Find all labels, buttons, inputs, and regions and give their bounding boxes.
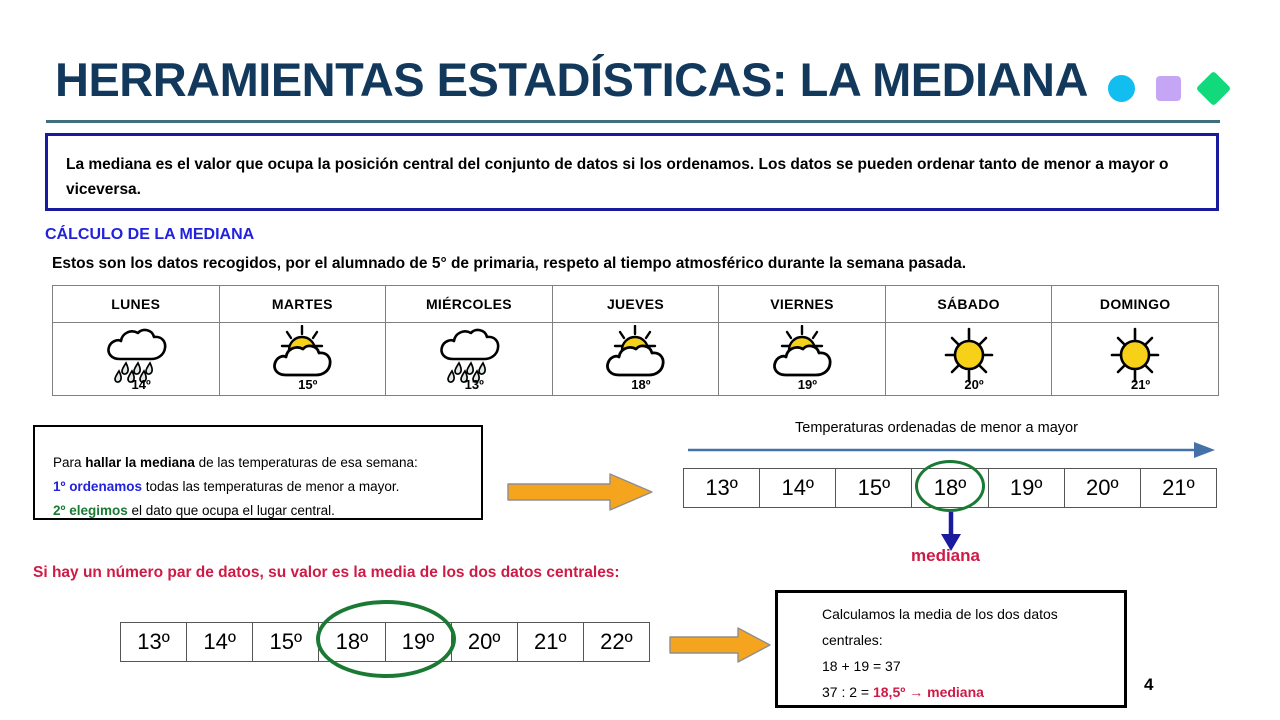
even-cell-4-central: 19º xyxy=(385,623,451,662)
median-label: mediana xyxy=(911,546,980,565)
weather-cell-domingo xyxy=(1052,323,1219,396)
even-cell-1: 14º xyxy=(187,623,253,662)
even-cell-7: 22º xyxy=(583,623,649,662)
weather-cell-lunes xyxy=(53,323,220,396)
temp-jueves: 18º xyxy=(631,377,651,392)
odd-cell-4: 19º xyxy=(988,469,1064,508)
odd-cell-3-median: 18º xyxy=(912,469,988,508)
day-header-viernes: VIERNES xyxy=(719,286,886,323)
step-1-text: todas las temperaturas de menor a mayor. xyxy=(141,479,400,494)
definition-box xyxy=(45,133,1219,211)
temp-martes: 15º xyxy=(298,377,318,392)
odd-cell-5: 20º xyxy=(1064,469,1140,508)
day-header-domingo: DOMINGO xyxy=(1052,286,1219,323)
even-cell-2: 15º xyxy=(253,623,319,662)
day-header-miercoles: MIÉRCOLES xyxy=(386,286,553,323)
day-header-sabado: SÁBADO xyxy=(885,286,1052,323)
diamond-icon xyxy=(1196,71,1231,106)
odd-cell-6: 21º xyxy=(1140,469,1216,508)
even-cell-0: 13º xyxy=(121,623,187,662)
day-header-lunes: LUNES xyxy=(53,286,220,323)
temp-domingo: 21º xyxy=(1130,377,1151,392)
step-2-text: el dato que ocupa el lugar central. xyxy=(127,503,335,518)
even-cell-6: 21º xyxy=(517,623,583,662)
weather-cell-sabado xyxy=(885,323,1052,396)
even-count-heading: Si hay un número par de datos, su valor es la media de los dos datos centrales: xyxy=(33,564,620,581)
steps-line1-prefix: Para xyxy=(53,455,86,470)
section-subtext: Estos son los datos recogidos, por el alumnado de 5° de primaria, respeto al tiempo atmosférico durante la semana pasada. xyxy=(52,255,967,272)
temp-lunes: 14º xyxy=(131,377,151,392)
calc-line4-prefix: 37 : 2 = xyxy=(822,684,873,700)
title-decoration-group xyxy=(1108,72,1238,106)
temp-sabado: 20º xyxy=(964,377,984,392)
median-highlight-circle xyxy=(915,460,985,512)
title-divider xyxy=(46,120,1220,123)
odd-cell-0: 13º xyxy=(684,469,760,508)
steps-line1-suffix: de las temperaturas de esa semana: xyxy=(194,455,418,470)
page-number: 4 xyxy=(1144,675,1154,694)
steps-box xyxy=(33,425,483,520)
calc-line-1: Calculamos la media de los dos datos xyxy=(822,606,1058,622)
even-cell-5: 20º xyxy=(451,623,517,662)
step-2-marker: 2º elegimos xyxy=(53,503,128,518)
steps-line-2 xyxy=(53,479,399,494)
even-cell-3-central: 18º xyxy=(319,623,385,662)
section-heading: CÁLCULO DE LA MEDIANA xyxy=(45,226,255,243)
orange-arrow-icon xyxy=(668,625,772,670)
day-header-martes: MARTES xyxy=(219,286,386,323)
odd-cell-2: 15º xyxy=(836,469,912,508)
calc-line-2: centrales: xyxy=(822,632,883,648)
circle-icon xyxy=(1108,75,1135,102)
weather-table xyxy=(52,285,1219,396)
temp-miercoles: 13º xyxy=(464,377,484,392)
temp-viernes: 19º xyxy=(797,377,818,392)
weather-cell-martes xyxy=(219,323,386,396)
page-title: HERRAMIENTAS ESTADÍSTICAS: LA MEDIANA xyxy=(55,53,1088,106)
orange-arrow-icon xyxy=(506,470,654,519)
table-header-row xyxy=(53,286,1219,323)
ordered-caption: Temperaturas ordenadas de menor a mayor xyxy=(795,420,1078,436)
calc-line-3: 18 + 19 = 37 xyxy=(822,658,901,674)
day-header-jueves: JUEVES xyxy=(552,286,719,323)
weather-cell-miercoles xyxy=(386,323,553,396)
steps-line-3 xyxy=(53,503,335,518)
calc-line-4 xyxy=(822,684,984,700)
square-icon xyxy=(1156,76,1181,101)
calc-line4-result: 18,5º → mediana xyxy=(872,684,984,700)
weather-cell-jueves xyxy=(552,323,719,396)
central-values-highlight-circle xyxy=(316,600,456,678)
odd-cell-1: 14º xyxy=(760,469,836,508)
steps-line-1 xyxy=(53,455,418,470)
steps-line1-bold: hallar la mediana xyxy=(85,455,195,470)
definition-text: La mediana es el valor que ocupa la posición central del conjunto de datos si los ordenamos. Los datos se pueden ordenar tanto de menor a mayor o viceversa. xyxy=(66,156,1169,198)
calculation-box xyxy=(775,590,1127,708)
step-1-marker: 1º ordenamos xyxy=(53,479,142,494)
weather-cell-viernes xyxy=(719,323,886,396)
table-row xyxy=(53,323,1219,396)
